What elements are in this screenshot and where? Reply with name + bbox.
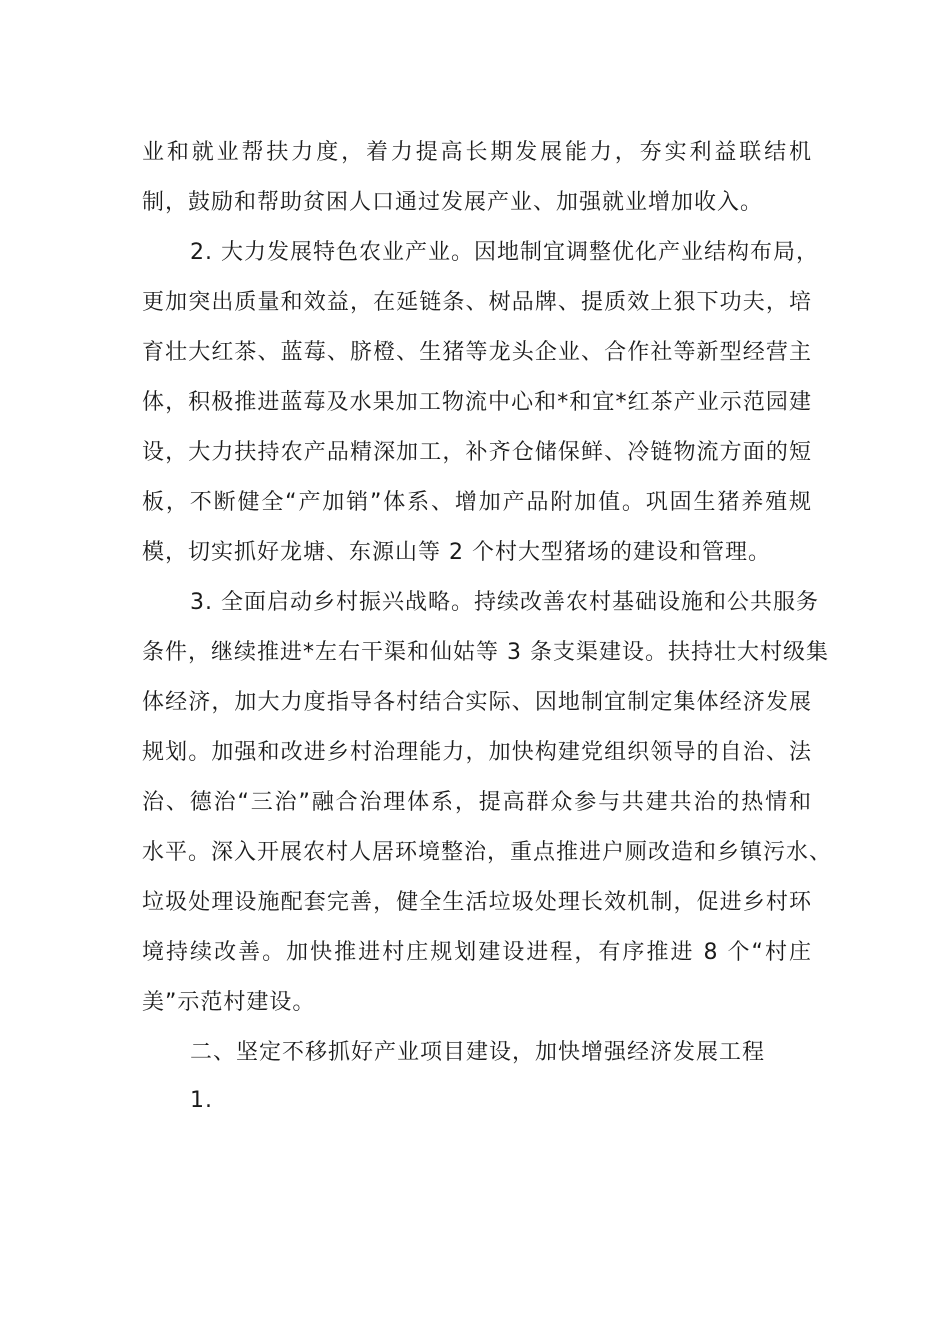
paragraph-line: 体经济，加大力度指导各村结合实际、因地制宜制定集体经济发展	[142, 690, 812, 715]
list-item-number: 1.	[190, 1088, 213, 1113]
paragraph-line: 模，切实抓好龙塘、东源山等 2 个村大型猪场的建设和管理。	[142, 540, 771, 565]
section-heading: 二、坚定不移抓好产业项目建设，加快增强经济发展工程	[190, 1040, 766, 1065]
paragraph-line: 境持续改善。加快推进村庄规划建设进程，有序推进 8 个“村庄	[142, 940, 812, 965]
paragraph-line: 更加突出质量和效益，在延链条、树品牌、提质效上狠下功夫，培	[142, 290, 812, 315]
paragraph-line: 设，大力扶持农产品精深加工，补齐仓储保鲜、冷链物流方面的短	[142, 440, 812, 465]
paragraph-line: 治、德治“三治”融合治理体系，提高群众参与共建共治的热情和	[142, 790, 812, 815]
paragraph-line: 条件，继续推进*左右干渠和仙姑等 3 条支渠建设。扶持壮大村级集	[142, 640, 829, 665]
paragraph-line: 垃圾处理设施配套完善，健全生活垃圾处理长效机制，促进乡村环	[142, 890, 812, 915]
paragraph-line: 美”示范村建设。	[142, 990, 316, 1015]
paragraph-line: 制，鼓励和帮助贫困人口通过发展产业、加强就业增加收入。	[142, 190, 764, 215]
paragraph-line: 3. 全面启动乡村振兴战略。持续改善农村基础设施和公共服务	[190, 590, 819, 615]
paragraph-line: 业和就业帮扶力度，着力提高长期发展能力，夯实利益联结机	[142, 140, 812, 165]
paragraph-line: 体，积极推进蓝莓及水果加工物流中心和*和宜*红茶产业示范园建	[142, 390, 812, 415]
paragraph-line: 育壮大红茶、蓝莓、脐橙、生猪等龙头企业、合作社等新型经营主	[142, 340, 812, 365]
paragraph-line: 板，不断健全“产加销”体系、增加产品附加值。巩固生猪养殖规	[142, 490, 812, 515]
paragraph-line: 水平。深入开展农村人居环境整治，重点推进户厕改造和乡镇污水、	[142, 840, 833, 865]
paragraph-line: 规划。加强和改进乡村治理能力，加快构建党组织领导的自治、法	[142, 740, 812, 765]
paragraph-line: 2. 大力发展特色农业产业。因地制宜调整优化产业结构布局，	[190, 240, 819, 265]
